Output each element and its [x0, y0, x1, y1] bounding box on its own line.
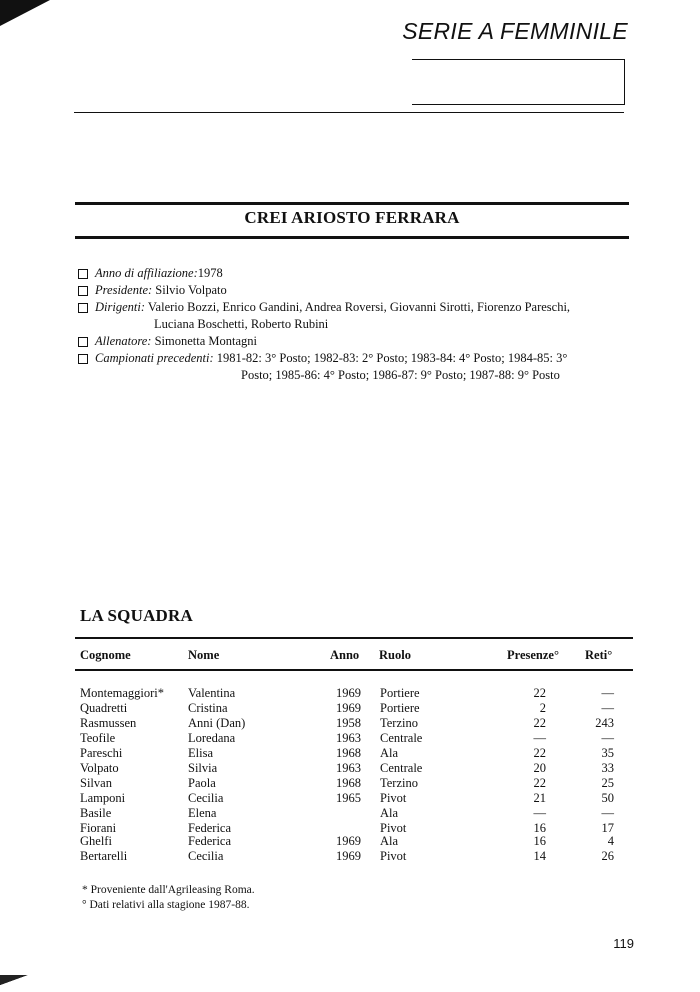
cell-name: Silvia [188, 761, 218, 775]
cell-year: 1968 [336, 746, 361, 760]
info-value: 1981-82: 3° Posto; 1982-83: 2° Posto; 1983-84: 4° Posto; 1984-85: 3° [216, 351, 568, 365]
cell-goals: 4 [607, 834, 614, 848]
cell-year: 1965 [336, 791, 361, 805]
col-header-year: Anno [330, 648, 360, 662]
info-label: Anno di affiliazione: [95, 266, 198, 280]
info-previous [78, 350, 638, 384]
cell-role: Ala [380, 746, 399, 760]
cell-goals: 26 [601, 849, 614, 863]
cell-name: Elisa [188, 746, 213, 760]
info-value: 1978 [197, 266, 223, 280]
cell-surname: Montemaggiori* [80, 686, 165, 700]
cell-appearances: — [533, 806, 546, 820]
cell-role: Portiere [380, 701, 420, 715]
squad-title: LA SQUADRA [80, 606, 193, 625]
cell-name: Federica [188, 821, 232, 835]
cell-appearances: 2 [539, 701, 546, 715]
info-label: Campionati precedenti: [95, 351, 214, 365]
cell-surname: Teofile [80, 731, 116, 745]
cell-name: Valentina [188, 686, 236, 700]
cell-appearances: 22 [533, 776, 546, 790]
cell-surname: Lamponi [80, 791, 126, 805]
club-info [78, 265, 638, 384]
cell-appearances: 21 [533, 791, 546, 805]
info-managers [78, 299, 638, 333]
cell-role: Pivot [380, 791, 407, 805]
footnote: ° Dati relativi alla stagione 1987-88. [82, 899, 250, 911]
cell-surname: Ghelfi [80, 834, 112, 848]
cell-goals: — [601, 806, 614, 820]
cell-surname: Quadretti [80, 701, 128, 715]
cell-appearances: 14 [533, 849, 546, 863]
cell-appearances: 22 [533, 716, 546, 730]
cell-year: 1969 [336, 849, 361, 863]
cell-role: Ala [380, 834, 399, 848]
cell-goals: — [601, 701, 614, 715]
page-corner-mark-bottom [0, 975, 36, 987]
table-rule-top [75, 637, 633, 639]
cell-appearances: 16 [533, 834, 546, 848]
info-value-cont: Luciana Boschetti, Roberto Rubini [154, 317, 329, 331]
series-title: SERIE A FEMMINILE [402, 18, 628, 44]
col-header-appearances: Presenze° [507, 648, 559, 662]
cell-name: Federica [188, 834, 232, 848]
cell-surname: Fiorani [80, 821, 117, 835]
footnotes [82, 883, 255, 913]
cell-year: 1963 [336, 731, 361, 745]
cell-goals: — [601, 686, 614, 700]
cell-appearances: 16 [533, 821, 546, 835]
club-rule-bottom [75, 236, 629, 239]
header-box [412, 59, 625, 105]
checkbox-icon [78, 286, 88, 296]
col-header-role: Ruolo [379, 648, 411, 662]
cell-surname: Bertarelli [80, 849, 128, 863]
cell-name: Loredana [188, 731, 236, 745]
checkbox-icon [78, 354, 88, 364]
cell-appearances: 22 [533, 746, 546, 760]
cell-year: 1968 [336, 776, 361, 790]
cell-appearances: 22 [533, 686, 546, 700]
cell-year: 1969 [336, 701, 361, 715]
club-rule-top [75, 202, 629, 205]
col-header-surname: Cognome [80, 648, 131, 662]
cell-name: Elena [188, 806, 217, 820]
cell-goals: 17 [601, 821, 614, 835]
cell-goals: 33 [601, 761, 614, 775]
page-corner-mark-top [0, 0, 50, 26]
cell-role: Pivot [380, 849, 407, 863]
info-label: Presidente: [95, 283, 153, 297]
info-affiliation [78, 265, 638, 282]
cell-surname: Volpato [80, 761, 119, 775]
cell-appearances: 20 [533, 761, 546, 775]
cell-role: Centrale [380, 761, 423, 775]
cell-year: 1969 [336, 834, 361, 848]
cell-role: Terzino [380, 716, 418, 730]
info-value: Silvio Volpato [155, 283, 227, 297]
cell-role: Portiere [380, 686, 420, 700]
page-number: 119 [613, 936, 634, 951]
cell-surname: Silvan [80, 776, 112, 790]
info-label: Dirigenti: [95, 300, 145, 314]
cell-name: Anni (Dan) [188, 716, 246, 730]
table-rule-header [75, 669, 633, 671]
club-title: CREI ARIOSTO FERRARA [244, 208, 460, 227]
col-header-name: Nome [188, 648, 220, 662]
info-president [78, 282, 638, 299]
cell-name: Paola [188, 776, 216, 790]
cell-surname: Pareschi [80, 746, 123, 760]
header-rule [74, 112, 624, 113]
cell-goals: 25 [601, 776, 614, 790]
info-value: Simonetta Montagni [154, 334, 258, 348]
cell-goals: — [601, 731, 614, 745]
info-value: Valerio Bozzi, Enrico Gandini, Andrea Roversi, Giovanni Sirotti, Fiorenzo Pareschi, [147, 300, 571, 314]
info-label: Allenatore: [95, 334, 152, 348]
col-header-goals: Reti° [585, 648, 613, 662]
cell-year: 1963 [336, 761, 361, 775]
cell-goals: 35 [601, 746, 614, 760]
checkbox-icon [78, 337, 88, 347]
info-coach [78, 333, 638, 350]
info-value-cont: Posto; 1985-86: 4° Posto; 1986-87: 9° Posto; 1987-88: 9° Posto [241, 368, 560, 382]
cell-name: Cecilia [188, 791, 224, 805]
checkbox-icon [78, 269, 88, 279]
cell-year: 1969 [336, 686, 361, 700]
cell-goals: 243 [595, 716, 614, 730]
cell-year: 1958 [336, 716, 361, 730]
cell-role: Ala [380, 806, 399, 820]
cell-role: Terzino [380, 776, 418, 790]
cell-surname: Basile [80, 806, 112, 820]
cell-surname: Rasmussen [80, 716, 137, 730]
cell-goals: 50 [601, 791, 614, 805]
cell-name: Cristina [188, 701, 228, 715]
checkbox-icon [78, 303, 88, 313]
cell-appearances: — [533, 731, 546, 745]
cell-role: Pivot [380, 821, 407, 835]
cell-name: Cecilia [188, 849, 224, 863]
footnote: * Proveniente dall'Agrileasing Roma. [82, 884, 255, 896]
cell-role: Centrale [380, 731, 423, 745]
